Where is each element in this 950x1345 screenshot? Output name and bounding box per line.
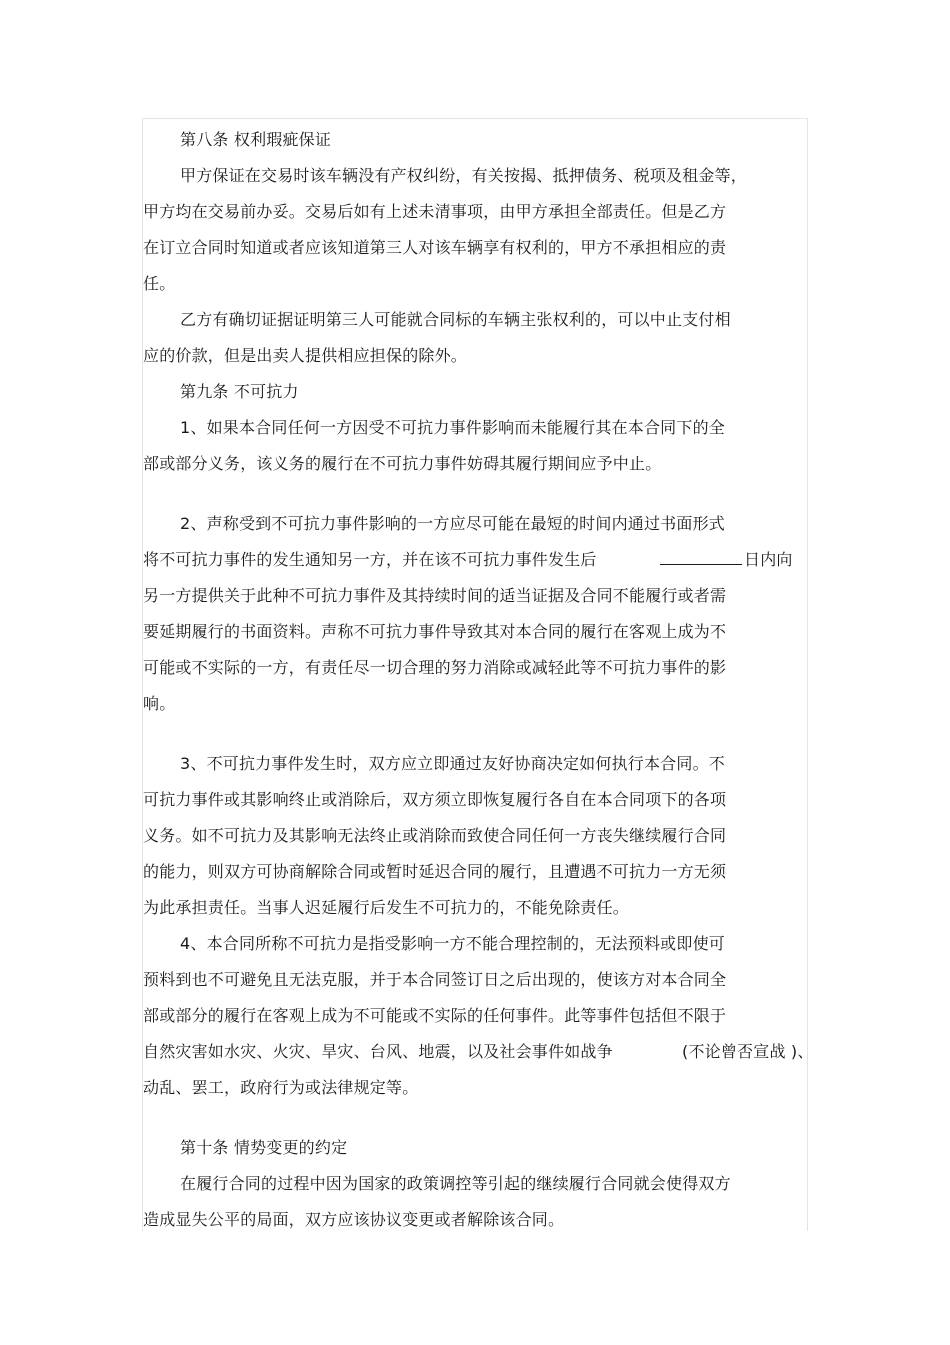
days-suffix: 日内向 (744, 550, 793, 569)
paragraph-line: 为此承担责任。当事人迟延履行后发生不可抗力的，不能免除责任。 (143, 898, 630, 917)
paragraph-line: 部或部分义务，该义务的履行在不可抗力事件妨碍其履行期间应予中止。 (143, 454, 662, 473)
paragraph-line: 可抗力事件或其影响终止或消除后，双方须立即恢复履行各自在本合同项下的各项 (143, 790, 727, 809)
paragraph-line: 自然灾害如水灾、火灾、旱灾、台风、地震，以及社会事件如战争 (143, 1042, 613, 1061)
paragraph-line: 响。 (143, 694, 176, 713)
paragraph-line: 义务。如不可抗力及其影响无法终止或消除而致使合同任何一方丧失继续履行合同 (143, 826, 727, 845)
paragraph-line: 2、声称受到不可抗力事件影响的一方应尽可能在最短的时间内通过书面形式 (180, 514, 725, 533)
paragraph-line: 3、不可抗力事件发生时，双方应立即通过友好协商决定如何执行本合同。不 (180, 754, 725, 773)
days-blank-line (658, 549, 793, 571)
paragraph-line: 甲方保证在交易时该车辆没有产权纠纷，有关按揭、抵押债务、税项及租金等， (180, 166, 748, 185)
paragraph-line: 乙方有确切证据证明第三人可能就合同标的车辆主张权利的，可以中止支付相 (180, 310, 731, 329)
section-8-heading: 第八条 权利瑕疵保证 (180, 130, 332, 149)
paragraph-line: 另一方提供关于此种不可抗力事件及其持续时间的适当证据及合同不能履行或者需 (143, 586, 727, 605)
paragraph-line: 的能力，则双方可协商解除合同或暂时延迟合同的履行，且遭遇不可抗力一方无须 (143, 862, 727, 881)
paragraph-line: 动乱、罢工，政府行为或法律规定等。 (143, 1078, 419, 1097)
paragraph-line-tail: (不论曾否宣战 )、 (682, 1042, 814, 1061)
paragraph-line: 预料到也不可避免且无法克服，并于本合同签订日之后出现的，使该方对本合同全 (143, 970, 727, 989)
paragraph-line: 甲方均在交易前办妥。交易后如有上述未清事项，由甲方承担全部责任。但是乙方 (143, 202, 727, 221)
paragraph-line: 4、本合同所称不可抗力是指受影响一方不能合理控制的，无法预料或即使可 (180, 934, 725, 953)
paragraph-line: 可能或不实际的一方，有责任尽一切合理的努力消除或减轻此等不可抗力事件的影 (143, 658, 727, 677)
paragraph-line: 将不可抗力事件的发生通知另一方，并在该不可抗力事件发生后 (143, 550, 597, 569)
paragraph-line: 在订立合同时知道或者应该知道第三人对该车辆享有权利的，甲方不承担相应的责 (143, 238, 727, 257)
paragraph-line: 任。 (143, 274, 176, 293)
section-10-heading: 第十条 情势变更的约定 (180, 1138, 348, 1157)
paragraph-line: 造成显失公平的局面，双方应该协议变更或者解除该合同。 (143, 1210, 565, 1229)
paragraph-line: 要延期履行的书面资料。声称不可抗力事件导致其对本合同的履行在客观上成为不 (143, 622, 727, 641)
paragraph-line: 在履行合同的过程中因为国家的政策调控等引起的继续履行合同就会使得双方 (180, 1174, 731, 1193)
paragraph-line: 应的价款，但是出卖人提供相应担保的除外。 (143, 346, 468, 365)
paragraph-line: 部或部分的履行在客观上成为不可能或不实际的任何事件。此等事件包括但不限于 (143, 1006, 727, 1025)
section-9-heading: 第九条 不可抗力 (180, 382, 299, 401)
fill-in-blank (660, 550, 742, 565)
paragraph-line: 1、如果本合同任何一方因受不可抗力事件影响而未能履行其在本合同下的全 (180, 418, 725, 437)
